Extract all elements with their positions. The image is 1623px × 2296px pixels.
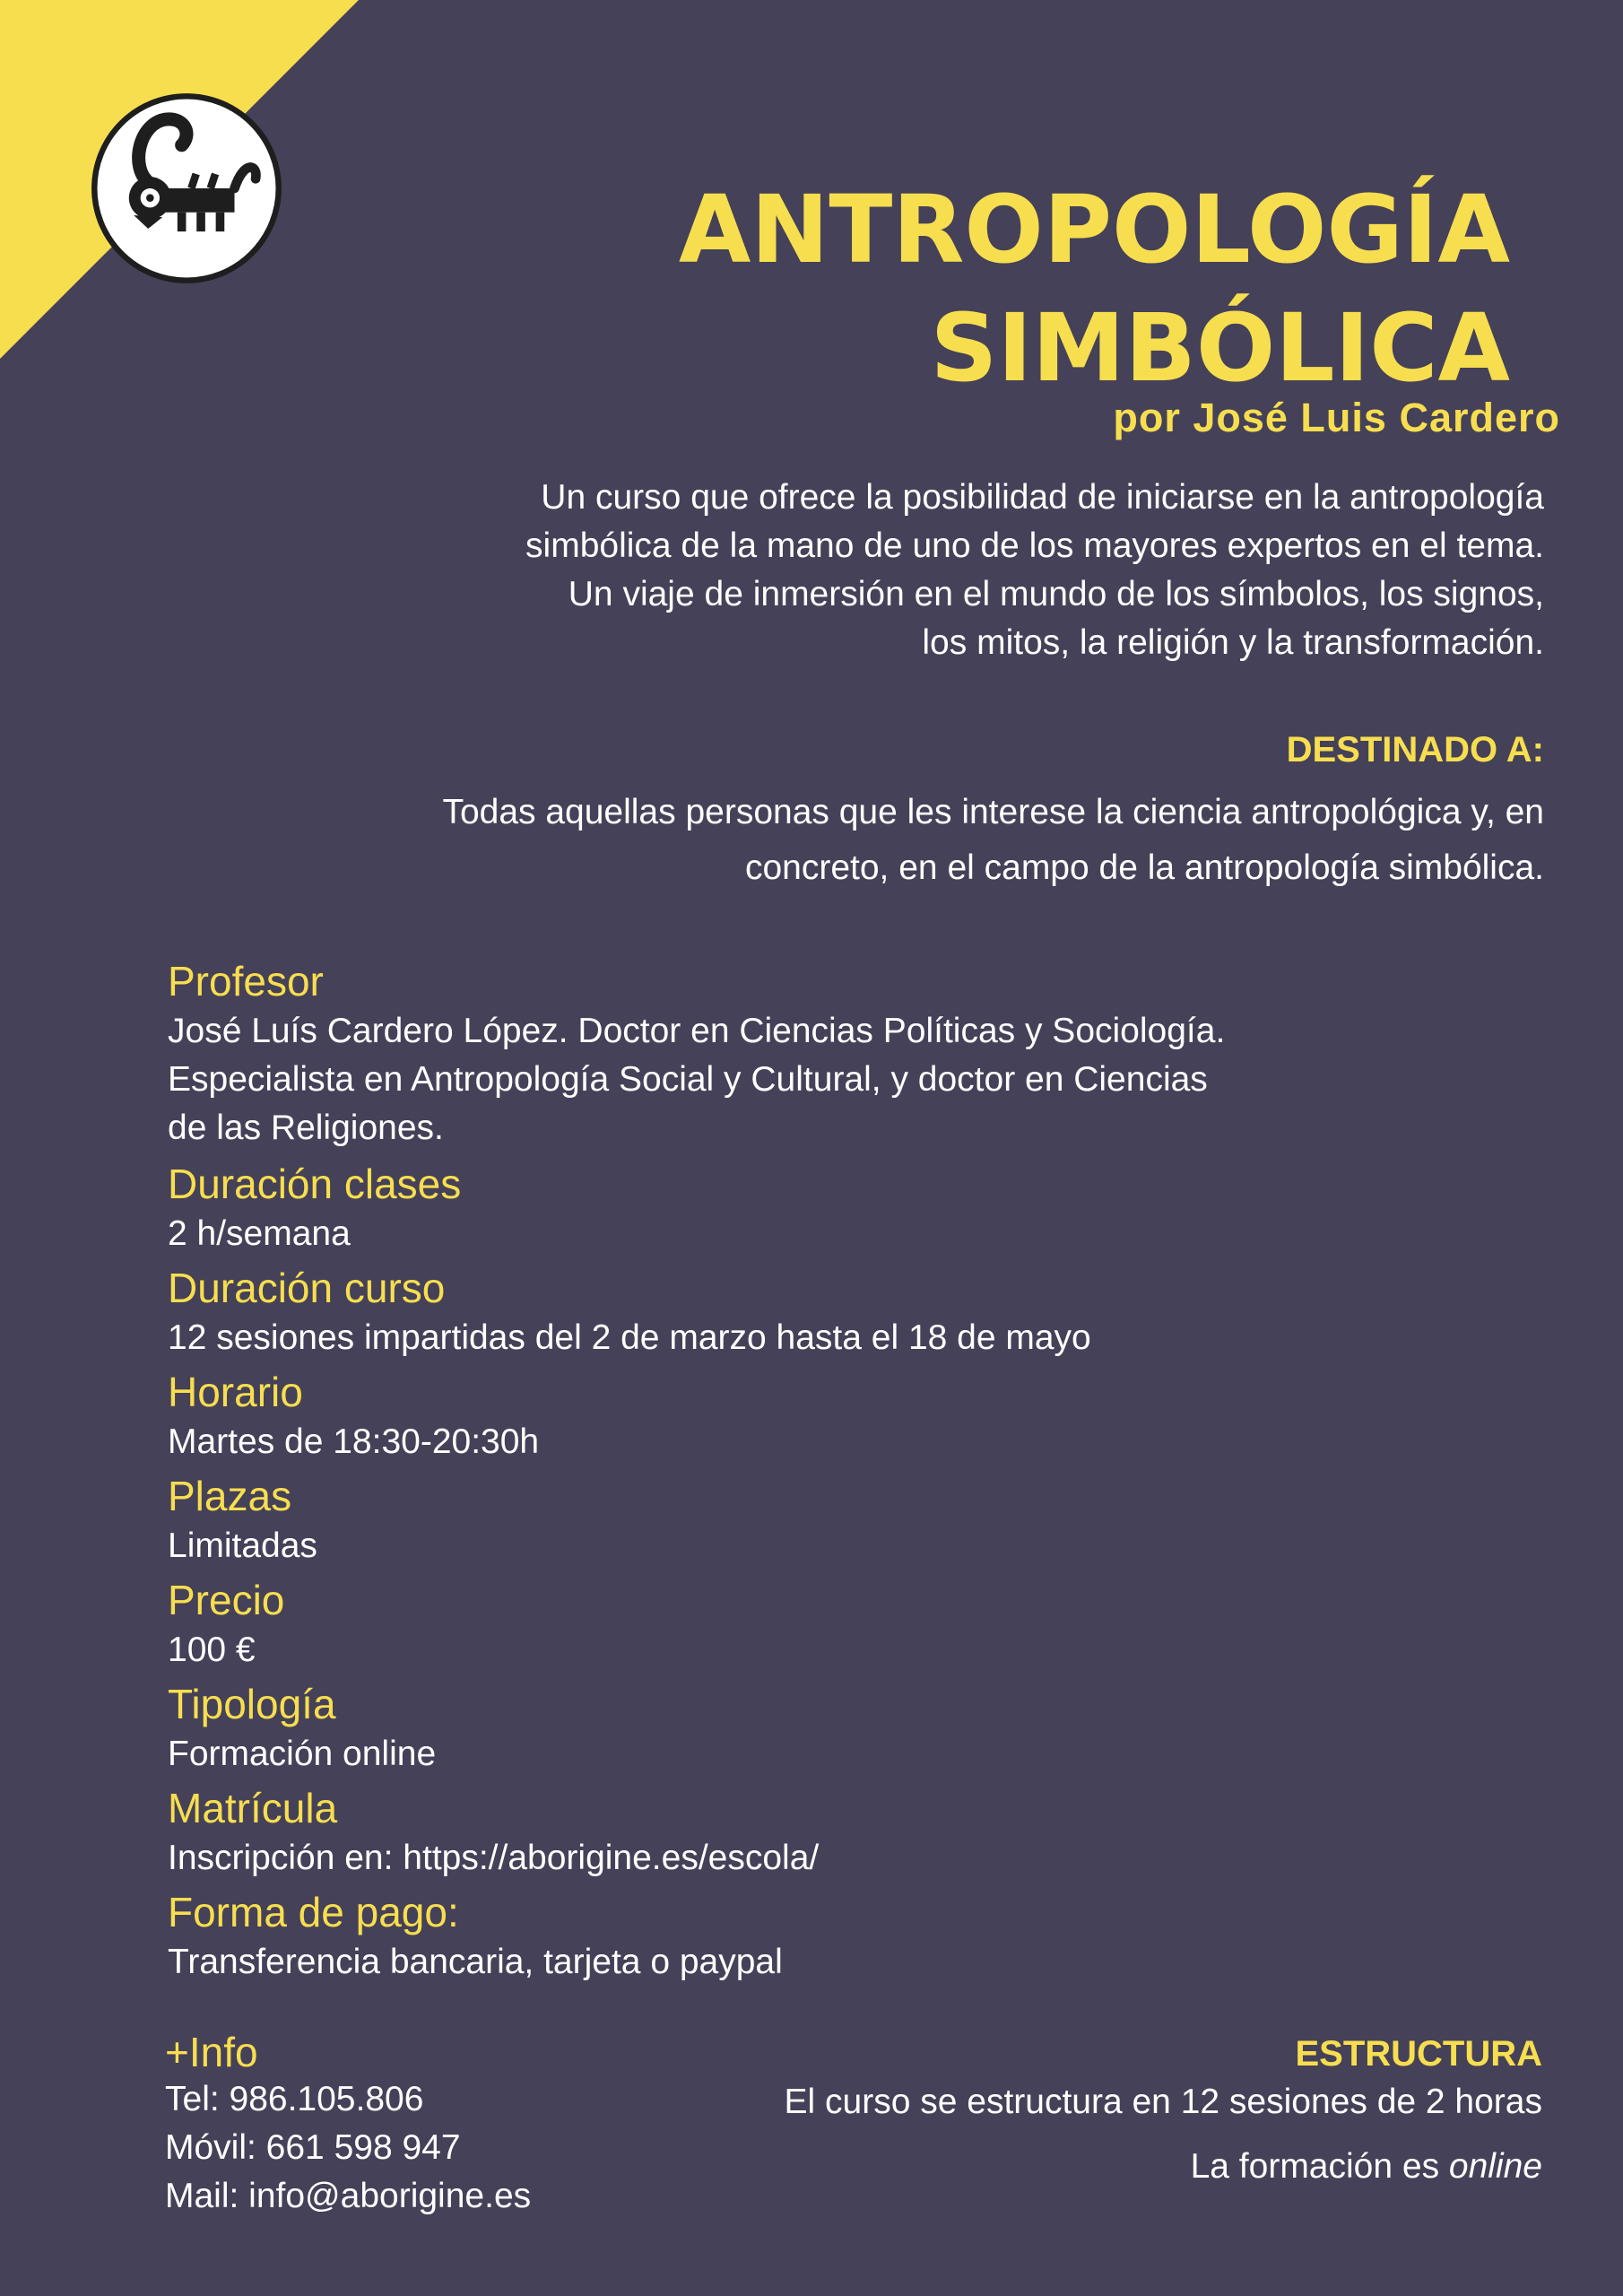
course-title-line-1: ANTROPOLOGÍA (678, 175, 1510, 284)
plazas-label: Plazas (168, 1473, 292, 1519)
course-intro (289, 474, 1544, 667)
duracion-curso-value: 12 sesiones impartidas del 2 de marzo hasta el 18 de mayo (168, 1318, 1091, 1357)
profesor-line: de las Religiones. (168, 1109, 444, 1147)
formato-online-emphasis: online (1448, 2147, 1542, 2186)
duracion-clases-label: Duración clases (168, 1161, 462, 1207)
destinado-line: concreto, en el campo de la antropología simbólica. (744, 848, 1544, 887)
tipologia-label: Tipología (168, 1681, 336, 1727)
email-address: Mail: info@aborigine.es (165, 2177, 532, 2215)
aborigine-creature-logo-icon (91, 92, 282, 284)
contact-info (165, 2029, 531, 2221)
destinado-line: Todas aquellas personas que les interese la ciencia antropológica y, en (442, 793, 1544, 831)
intro-line: los mitos, la religión y la transformación. (922, 623, 1544, 662)
duracion-clases-value: 2 h/semana (168, 1214, 351, 1253)
destinado-text (181, 785, 1544, 896)
matricula-label: Matrícula (168, 1785, 338, 1831)
forma-de-pago-value: Transferencia bancaria, tarjeta o paypal (168, 1943, 783, 1981)
horario-label: Horario (168, 1369, 303, 1415)
profesor-line: Especialista en Antropología Social y Cultural, y doctor en Ciencias (168, 1060, 1208, 1099)
mobile-number: Móvil: 661 598 947 (165, 2128, 461, 2167)
destinado-heading: DESTINADO A: (1286, 730, 1544, 770)
precio-label: Precio (168, 1577, 285, 1623)
precio-value: 100 € (168, 1631, 256, 1669)
estructura-heading: ESTRUCTURA (1295, 2034, 1542, 2074)
duracion-curso-label: Duración curso (168, 1265, 446, 1311)
forma-de-pago-label: Forma de pago: (168, 1889, 459, 1935)
course-details (168, 955, 1423, 1990)
course-title-line-2: SIMBÓLICA (930, 293, 1510, 403)
intro-line: Un curso que ofrece la posibilidad de iniciarse en la antropología (541, 478, 1544, 517)
profesor-value (168, 1007, 1423, 1152)
estructura-description: El curso se estructura en 12 sesiones de 2 horas (784, 2083, 1542, 2121)
formato-online (785, 2144, 1542, 2190)
course-author: por José Luis Cardero (1113, 395, 1560, 440)
intro-line: Un viaje de inmersión en el mundo de los símbolos, los signos, (568, 575, 1544, 613)
phone-number: Tel: 986.105.806 (165, 2080, 424, 2118)
tipologia-value: Formación online (168, 1735, 437, 1773)
profesor-line: José Luís Cardero López. Doctor en Ciencias Políticas y Sociología. (168, 1012, 1226, 1050)
intro-line: simbólica de la mano de uno de los mayores expertos en el tema. (525, 526, 1544, 565)
formato-prefix: La formación es (1190, 2147, 1449, 2186)
more-info-label: +Info (165, 2029, 258, 2075)
profesor-label: Profesor (168, 958, 324, 1004)
plazas-value: Limitadas (168, 1526, 317, 1565)
course-title (679, 170, 1510, 407)
horario-value: Martes de 18:30-20:30h (168, 1422, 540, 1461)
matricula-value: Inscripción en: https://aborigine.es/escola/ (168, 1839, 820, 1877)
estructura-section (785, 2029, 1542, 2190)
